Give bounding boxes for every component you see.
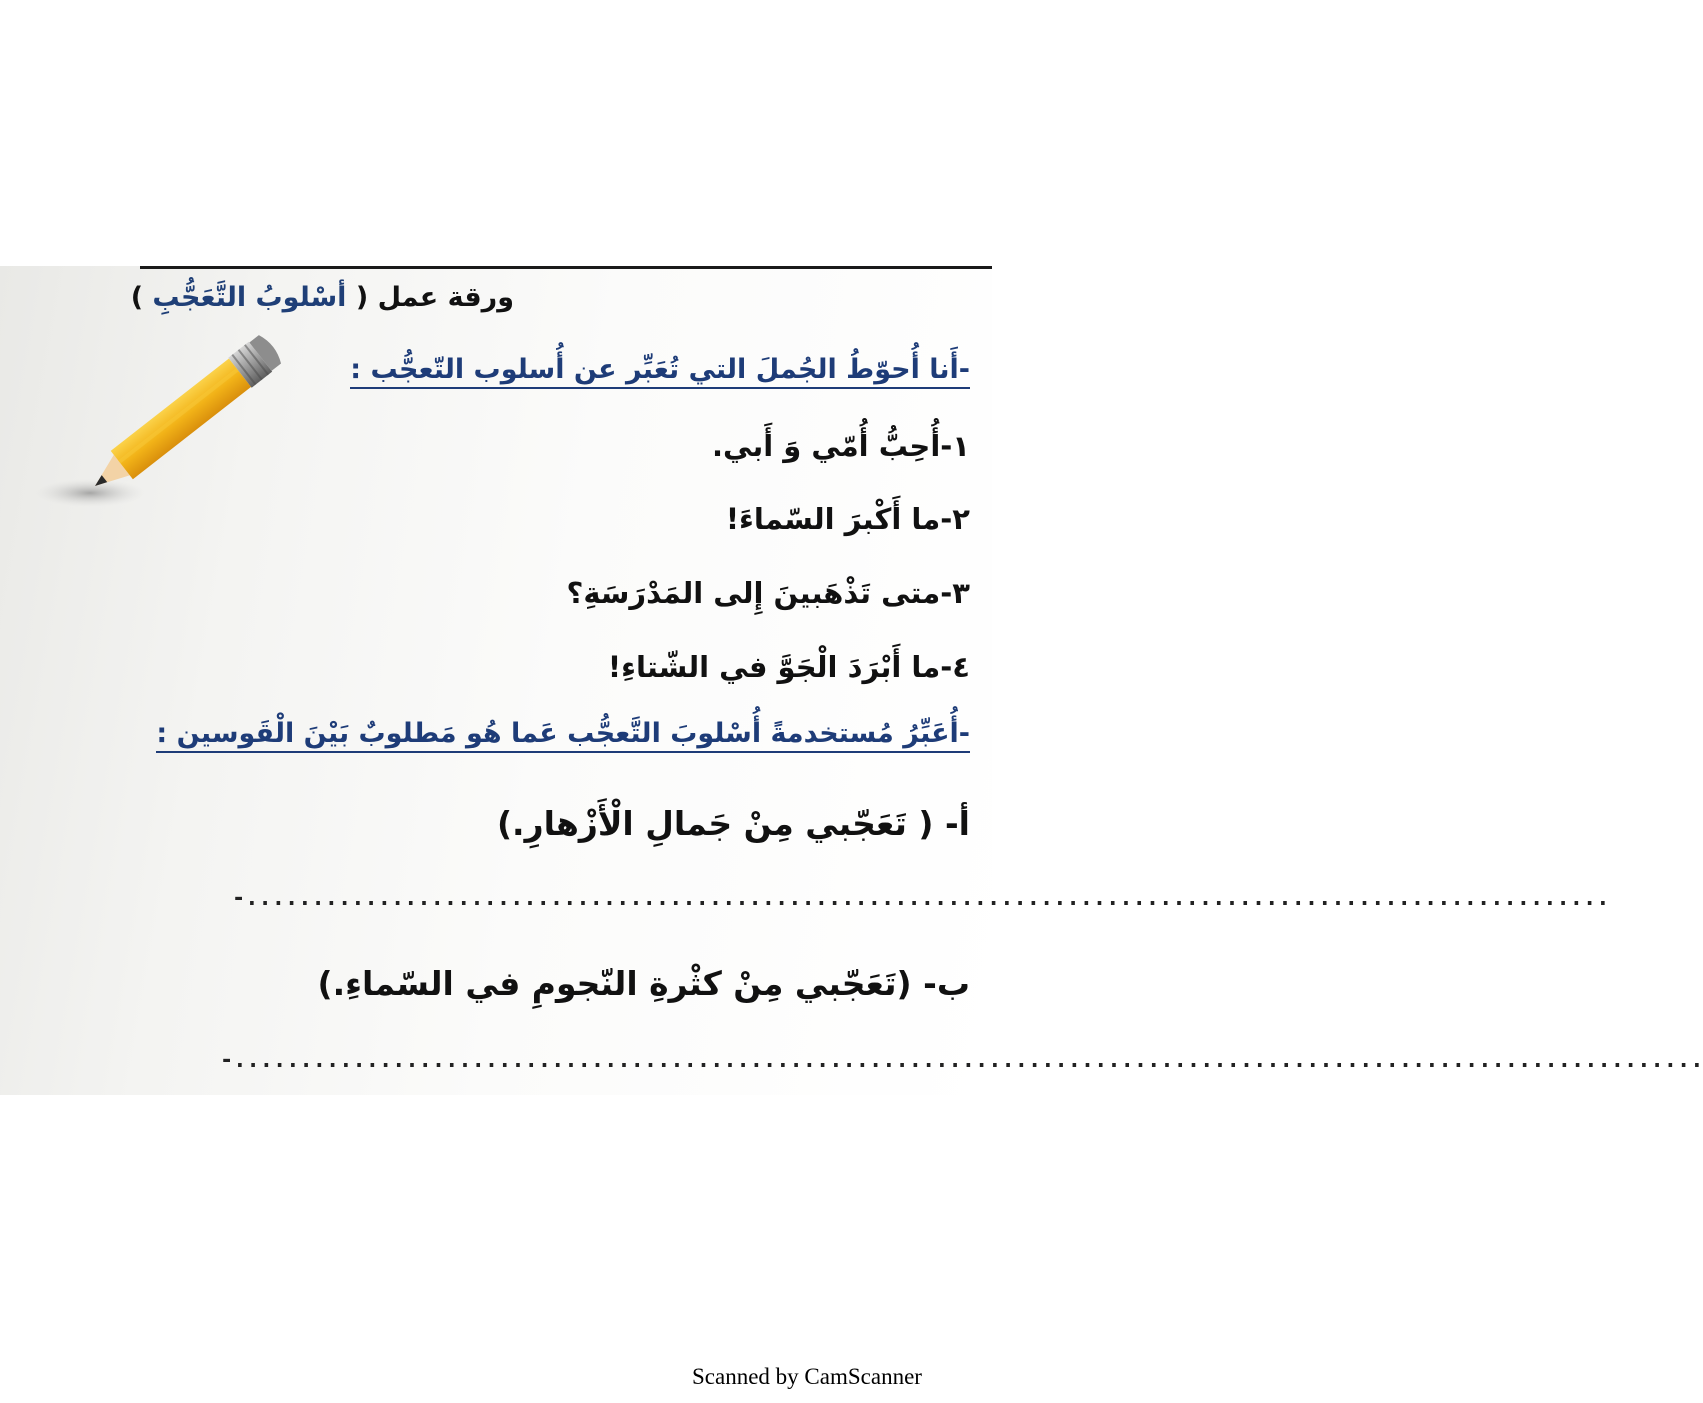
answer-line-a[interactable]: -....................................................................................................... [232, 886, 1610, 911]
worksheet-title [131, 282, 514, 313]
sentence-item-1: ١-أُحِبُّ أُمّي وَ أَبي. [711, 429, 970, 463]
pencil-icon [30, 348, 280, 518]
instruction-circle-sentences: -أَنا أُحوّطُ الجُملَ التي تُعَبِّر عن أُسلوب التّعجُّب : [350, 354, 970, 389]
title-suffix: ) [130, 282, 144, 313]
scanner-footer-text: Scanned by CamScanner [692, 1364, 922, 1389]
question-b: ب- (تَعَجّبي مِنْ كثْرةِ النّجومِ في السّماءِ.) [317, 964, 970, 1003]
instruction-express-exclamation: -أُعَبِّرُ مُستخدمةً أُسْلوبَ التَّعجُّب عَما هُو مَطلوبٌ بَيْنَ الْقَوسين : [156, 718, 970, 753]
sentence-item-3: ٣-متى تَذْهَبينَ إِلى المَدْرَسَةِ؟ [566, 576, 970, 610]
question-a: أ- ( تَعَجّبي مِنْ جَمالِ الْأَزْهارِ.) [496, 804, 970, 843]
sheet-top-edge [140, 266, 992, 269]
sentence-item-4: ٤-ما أَبْرَدَ الْجَوَّ في الشّتاءِ! [607, 650, 970, 684]
answer-line-b[interactable]: -............................................................................................................... [220, 1048, 1703, 1073]
title-topic: أسْلوبُ التَّعَجُّبِ [143, 282, 356, 313]
title-prefix: ورقة عمل ( [355, 282, 514, 313]
worksheet-sheet [0, 266, 1703, 1095]
sentence-item-2: ٢-ما أَكْبرَ السّماءَ! [725, 502, 970, 536]
